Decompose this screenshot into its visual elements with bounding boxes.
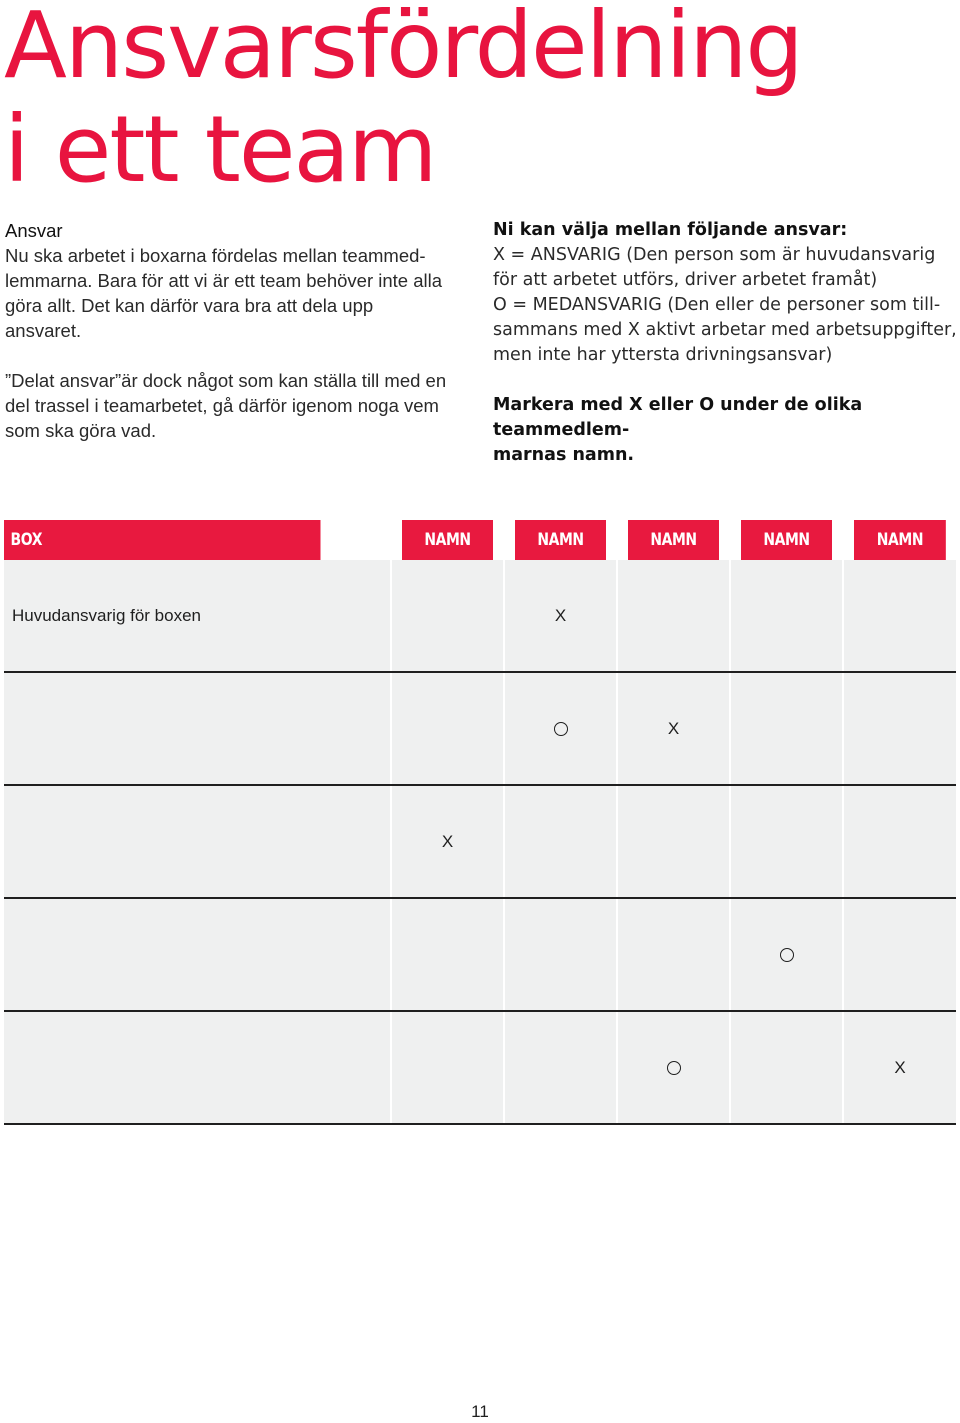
box-label-cell[interactable]: Huvudansvarig för boxen <box>4 560 391 672</box>
paragraph-line: göra allt. Det kan därför vara bra att dela upp <box>5 295 374 316</box>
table-row <box>4 785 956 898</box>
assignment-cell[interactable] <box>730 785 843 898</box>
responsibility-table <box>4 520 956 1125</box>
instruction-line: Markera med X eller O under de olika teammedlem- <box>493 395 863 440</box>
definition-line: sammans med X aktivt arbetar med arbetsuppgifter, <box>493 320 957 340</box>
definition-line: men inte har yttersta drivningsansvar) <box>493 345 833 365</box>
assignment-cell[interactable] <box>617 1011 730 1124</box>
title-line-1: Ansvarsfördelning <box>4 0 802 99</box>
x-mark: X <box>441 831 454 851</box>
intro-left-column <box>5 218 475 443</box>
box-label-cell[interactable] <box>4 672 391 785</box>
o-mark-icon <box>780 948 794 962</box>
x-mark: X <box>667 718 680 738</box>
page-number: 11 <box>471 1402 489 1421</box>
box-label-cell[interactable] <box>4 1011 391 1124</box>
box-label-cell[interactable] <box>4 898 391 1011</box>
o-mark-icon <box>554 722 568 736</box>
assignment-cell[interactable] <box>617 898 730 1011</box>
assignment-cell[interactable] <box>391 672 504 785</box>
assignment-cell[interactable] <box>730 898 843 1011</box>
assignment-cell[interactable] <box>843 898 956 1011</box>
table-row <box>4 1011 956 1124</box>
assignment-cell[interactable] <box>843 672 956 785</box>
assignment-cell[interactable] <box>730 560 843 672</box>
header-namn: NAMN <box>627 520 720 560</box>
assignment-cell[interactable] <box>391 1011 504 1124</box>
page-title <box>4 0 802 202</box>
assignment-cell[interactable] <box>617 785 730 898</box>
definition-line: för att arbetet utförs, driver arbetet framåt) <box>493 270 878 290</box>
table-row <box>4 560 956 672</box>
paragraph-line: lemmarna. Bara för att vi är ett team behöver inte alla <box>5 270 443 291</box>
assignment-cell[interactable] <box>391 898 504 1011</box>
assignment-cell[interactable] <box>843 785 956 898</box>
intro-right-column <box>493 218 958 468</box>
assignment-cell[interactable] <box>504 560 617 672</box>
paragraph-line: ”Delat ansvar”är dock något som kan ställa till med en <box>5 370 447 391</box>
assignment-cell[interactable] <box>617 560 730 672</box>
header-namn: NAMN <box>514 520 607 560</box>
assignment-cell[interactable] <box>843 1011 956 1124</box>
assignment-cell[interactable] <box>504 1011 617 1124</box>
o-mark-icon <box>667 1061 681 1075</box>
x-mark: X <box>554 605 567 625</box>
assignment-cell[interactable] <box>391 785 504 898</box>
assignment-cell[interactable] <box>843 560 956 672</box>
header-box: BOX <box>4 520 321 560</box>
assignment-cell[interactable] <box>391 560 504 672</box>
table-row <box>4 672 956 785</box>
assignment-cell[interactable] <box>730 672 843 785</box>
definition-line: O = MEDANSVARIG (Den eller de personer som till- <box>493 295 941 315</box>
instruction-line: marnas namn. <box>493 445 635 465</box>
definition-line: X = ANSVARIG (Den person som är huvudansvarig <box>493 245 936 265</box>
table-header-row <box>4 520 956 560</box>
assignment-cell[interactable] <box>730 1011 843 1124</box>
section-heading-ansvar: Ansvar <box>5 220 63 241</box>
options-heading: Ni kan välja mellan följande ansvar: <box>493 220 848 240</box>
box-label-cell[interactable] <box>4 785 391 898</box>
x-mark: X <box>894 1057 906 1077</box>
title-line-2: i ett team <box>4 96 436 203</box>
assignment-cell[interactable] <box>617 672 730 785</box>
paragraph-line: som ska göra vad. <box>5 420 157 441</box>
header-namn: NAMN <box>740 520 833 560</box>
header-namn: NAMN <box>853 520 946 560</box>
assignment-cell[interactable] <box>504 898 617 1011</box>
paragraph-line: del trassel i teamarbetet, gå därför igenom noga vem <box>5 395 439 416</box>
assignment-cell[interactable] <box>504 785 617 898</box>
paragraph-line: ansvaret. <box>5 320 82 341</box>
table-row <box>4 898 956 1011</box>
assignment-cell[interactable] <box>504 672 617 785</box>
paragraph-line: Nu ska arbetet i boxarna fördelas mellan teammed- <box>5 245 426 266</box>
header-namn: NAMN <box>401 520 494 560</box>
